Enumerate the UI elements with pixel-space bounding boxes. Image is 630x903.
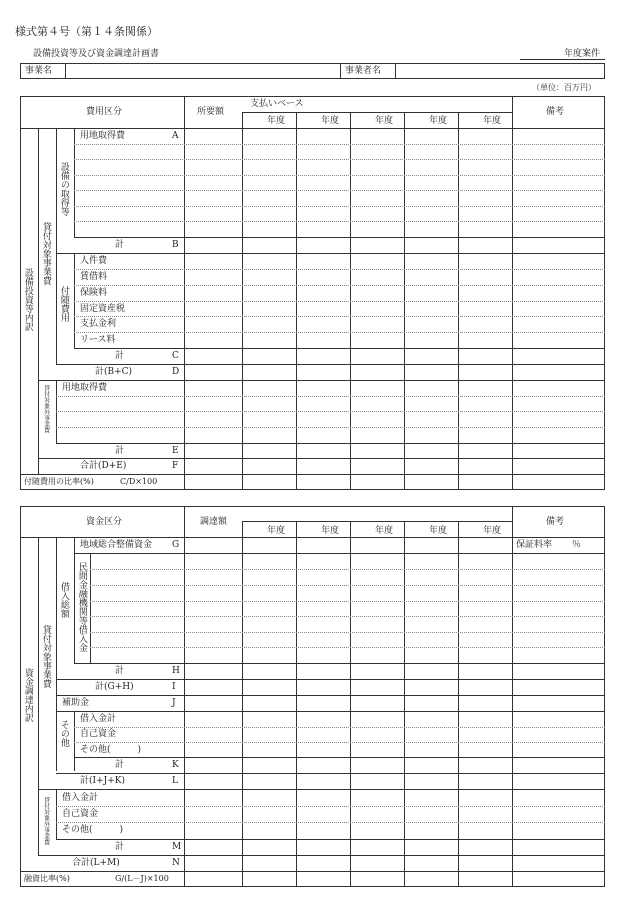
ancillary-item-1: 人件費: [80, 256, 108, 266]
year-col-4: 年度: [429, 116, 448, 126]
year-col-2-4: 年度: [429, 526, 448, 536]
funding-breakdown-label: 資金調達内訳: [22, 668, 33, 722]
code-e: E: [172, 446, 179, 456]
sum-bc-label: 計(B+C): [95, 367, 133, 377]
financing-ratio-formula: G/(L－J)×100: [115, 874, 169, 883]
code-h: H: [172, 666, 180, 676]
ne-others-label: その他( ): [62, 825, 124, 835]
subtotal-e-label: 計: [115, 446, 125, 456]
unit-label: （単位：百万円）: [532, 83, 596, 92]
year-col-3: 年度: [375, 116, 394, 126]
code-l: L: [172, 776, 178, 786]
code-m: M: [172, 842, 182, 852]
operator-name-field[interactable]: [396, 64, 604, 78]
subtotal-b-label: 計: [115, 240, 125, 250]
ancillary-item-5: 支払金利: [80, 319, 117, 329]
code-n: N: [172, 858, 180, 868]
others-label: その他( ): [80, 745, 142, 755]
fund-non-eligible-label: 貸付対象外事業費: [42, 797, 50, 845]
case-label: 年度案件: [564, 49, 601, 59]
eligible-cost-label: 貸付対象事業費: [40, 222, 51, 285]
code-f: F: [172, 461, 179, 471]
year-col-2-2: 年度: [321, 526, 340, 536]
code-g: G: [172, 540, 180, 550]
remarks-header: 備考: [546, 107, 565, 117]
regional-fund-label: 地域総合整備資金: [80, 540, 153, 550]
ancillary-ratio-formula: C/D×100: [120, 477, 158, 486]
procurement-amount-header: 調達額: [200, 517, 228, 527]
own-funds-label: 自己資金: [80, 729, 117, 739]
land-fee-label: 用地取得費: [80, 131, 126, 141]
fund-eligible-label: 貸付対象事業費: [40, 625, 51, 688]
fund-category-header: 資金区分: [86, 517, 123, 527]
subtotal-h-label: 計: [115, 666, 125, 676]
code-d: D: [172, 367, 180, 377]
ancillary-item-4: 固定資産税: [80, 304, 126, 314]
payment-basis-header: 支払いベース: [250, 99, 304, 109]
other-funds-label: その他: [58, 720, 69, 747]
year-col-2-3: 年度: [375, 526, 394, 536]
year-col-1: 年度: [267, 116, 286, 126]
project-name-label: 事業名: [25, 66, 53, 76]
subtotal-c-label: 計: [115, 351, 125, 361]
guarantee-rate-unit: ％: [572, 540, 582, 550]
document-title: 設備投資等及び資金調達計画書: [33, 49, 160, 59]
total-de-label: 合計(D+E): [80, 461, 127, 471]
financing-ratio-label: 融資比率(%): [24, 874, 70, 883]
operator-name-label: 事業者名: [345, 66, 382, 76]
subtotal-m-label: 計: [115, 842, 125, 852]
sum-gh-label: 計(G+H): [95, 682, 134, 692]
subtotal-k-label: 計: [115, 760, 125, 770]
code-j: J: [172, 698, 176, 708]
year-col-2-5: 年度: [483, 526, 502, 536]
year-col-2-1: 年度: [267, 526, 286, 536]
non-eligible-cost-label: 貸付対象外事業費: [42, 385, 50, 433]
total-borrowing-label: 借入総額: [58, 582, 69, 618]
required-amount-header: 所要額: [197, 107, 225, 117]
loan-total-label: 借入金計: [80, 714, 117, 724]
code-k: K: [172, 760, 179, 770]
code-c: C: [172, 351, 179, 361]
subsidy-label: 補助金: [62, 698, 90, 708]
cost-breakdown-table: [20, 96, 605, 490]
ancillary-item-3: 保険料: [80, 288, 108, 298]
code-i: I: [172, 682, 176, 692]
private-lender-label: 民間金融機関等借入金: [76, 562, 87, 652]
ancillary-item-2: 賃借料: [80, 272, 108, 282]
guarantee-rate-label: 保証料率: [516, 540, 553, 550]
code-b: B: [172, 240, 179, 250]
project-name-field[interactable]: [66, 64, 339, 78]
ancillary-item-6: リース料: [80, 335, 116, 345]
year-col-2: 年度: [321, 116, 340, 126]
ancillary-ratio-label: 付随費用の比率(%): [24, 477, 94, 486]
total-lm-label: 合計(L+M): [72, 858, 120, 868]
sum-ijk-label: 計(I+J+K): [80, 776, 125, 786]
ne-own-funds-label: 自己資金: [62, 809, 99, 819]
ne-loan-total-label: 借入金計: [62, 793, 99, 803]
equipment-acquisition-label: 設備の取得等: [58, 162, 69, 216]
ancillary-cost-label: 付随費用: [58, 286, 69, 322]
non-eligible-land-fee-label: 用地取得費: [62, 383, 108, 393]
cost-category-header: 費用区分: [86, 107, 123, 117]
year-col-5: 年度: [483, 116, 502, 126]
code-a: A: [172, 131, 179, 141]
form-number: 様式第４号（第１４条関係）: [15, 25, 158, 38]
investment-breakdown-label: 設備投資等内訳: [22, 268, 33, 331]
remarks-header-2: 備考: [546, 517, 565, 527]
